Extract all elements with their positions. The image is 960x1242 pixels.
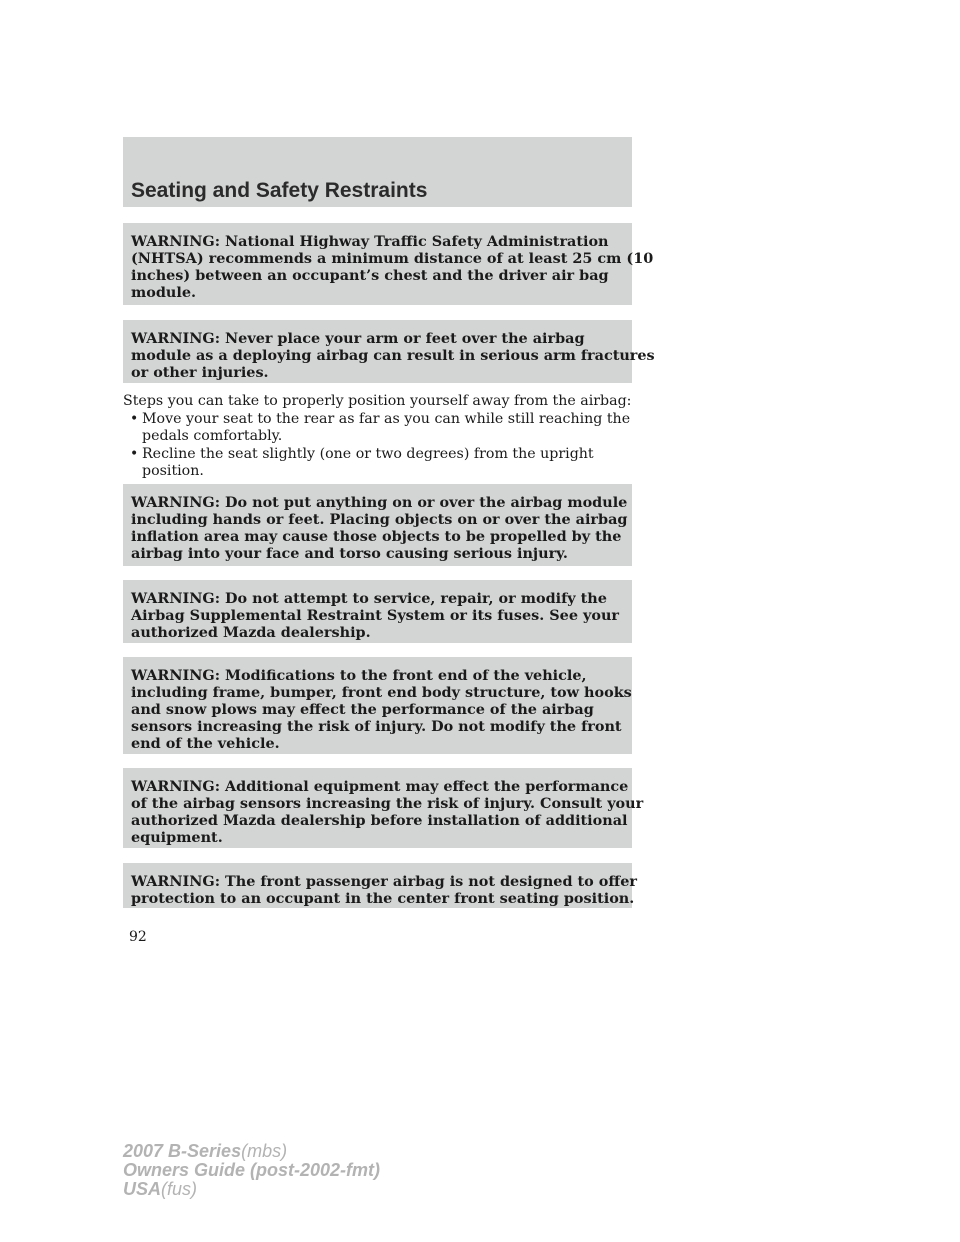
warning-text: equipment. — [131, 829, 223, 846]
warning-text: WARNING: Additional equipment may effect the performance — [131, 778, 629, 795]
footer-model-code: (mbs) — [241, 1141, 288, 1161]
footer-line-3 — [123, 1180, 197, 1198]
warning-box — [123, 580, 632, 643]
page-number: 92 — [129, 929, 147, 945]
warning-text: or other injuries. — [131, 364, 269, 381]
warning-text: protection to an occupant in the center front seating position. — [131, 890, 635, 907]
warning-text: module as a deploying airbag can result in serious arm fractures — [131, 347, 655, 364]
footer-line-1 — [123, 1142, 287, 1160]
warning-text: including hands or feet. Placing objects on or over the airbag — [131, 511, 628, 528]
warning-text: airbag into your face and torso causing serious injury. — [131, 545, 568, 562]
footer-model: 2007 B-Series — [123, 1141, 242, 1161]
warning-box — [123, 863, 637, 908]
warning-text: (NHTSA) recommends a minimum distance of at least 25 cm (10 — [131, 250, 654, 267]
warning-box — [123, 768, 644, 848]
section-header — [123, 137, 632, 207]
warning-text: of the airbag sensors increasing the risk of injury. Consult your — [131, 795, 644, 812]
footer-line-2 — [123, 1161, 380, 1179]
warning-text: WARNING: Never place your arm or feet over the airbag — [131, 330, 585, 347]
warning-text: module. — [131, 284, 196, 301]
warning-text: WARNING: Do not put anything on or over the airbag module — [131, 494, 628, 511]
footer-market: USA — [123, 1179, 162, 1199]
warning-text: sensors increasing the risk of injury. Do not modify the front — [131, 718, 622, 735]
bullet-text: position. — [142, 463, 204, 479]
warning-text: authorized Mazda dealership. — [131, 624, 371, 641]
warning-box — [123, 484, 632, 566]
bullet-symbol: • — [130, 446, 139, 462]
footer-market-code: (fus) — [161, 1179, 198, 1199]
warning-box — [123, 320, 655, 383]
warning-text: end of the vehicle. — [131, 735, 280, 752]
warning-text: and snow plows may effect the performance of the airbag — [131, 701, 594, 718]
intro-text: Steps you can take to properly position yourself away from the airbag: — [123, 393, 632, 409]
section-title: Seating and Safety Restraints — [131, 179, 428, 202]
warning-text: WARNING: Do not attempt to service, repair, or modify the — [131, 590, 607, 607]
footer-guide: Owners Guide (post-2002-fmt) — [123, 1160, 381, 1180]
bullet-symbol: • — [130, 411, 139, 427]
warning-text: authorized Mazda dealership before installation of additional — [131, 812, 628, 829]
warning-box — [123, 223, 654, 305]
warning-text: including frame, bumper, front end body structure, tow hooks — [131, 684, 632, 701]
warning-text: Airbag Supplemental Restraint System or its fuses. See your — [131, 607, 619, 624]
bullet-text: pedals comfortably. — [142, 428, 283, 444]
warning-text: inches) between an occupant’s chest and the driver air bag — [131, 267, 609, 284]
warning-text: WARNING: National Highway Traffic Safety Administration — [131, 233, 609, 250]
warning-box — [123, 657, 632, 754]
warning-text: WARNING: Modifications to the front end of the vehicle, — [131, 667, 587, 684]
bullet-text: Move your seat to the rear as far as you can while still reaching the — [142, 411, 631, 427]
warning-text: WARNING: The front passenger airbag is not designed to offer — [131, 873, 637, 890]
warning-text: inflation area may cause those objects to be propelled by the — [131, 528, 622, 545]
bullet-text: Recline the seat slightly (one or two degrees) from the upright — [142, 446, 594, 462]
